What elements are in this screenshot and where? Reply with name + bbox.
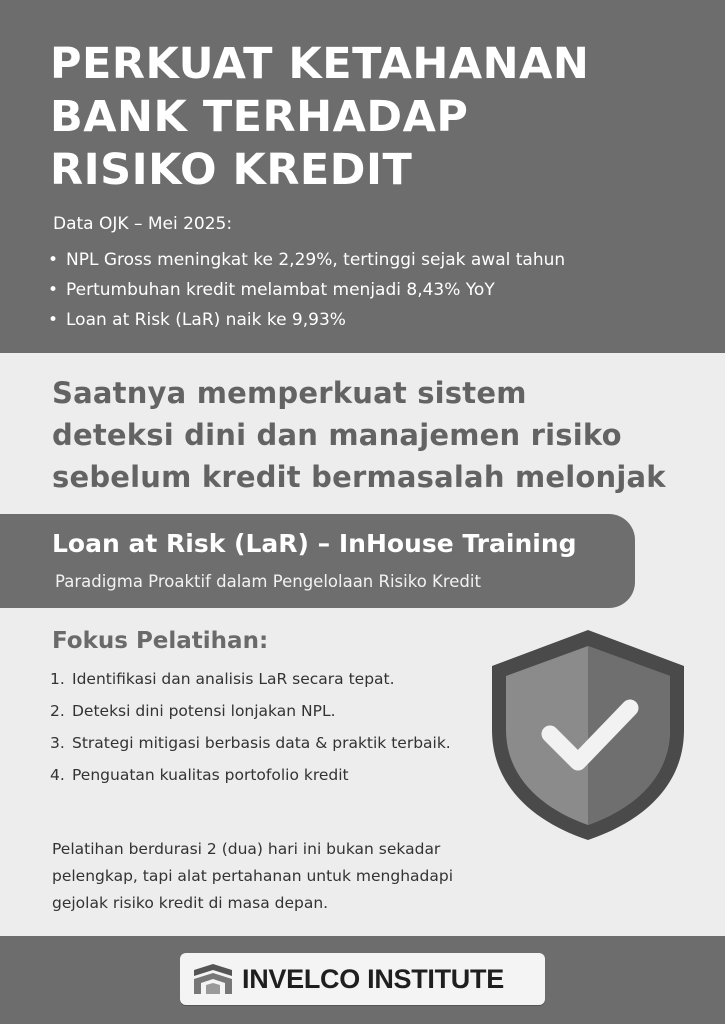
stat-item [48, 277, 565, 307]
cta-line: sebelum kredit bermasalah melonjak [52, 460, 666, 494]
call-to-action [52, 372, 666, 498]
focus-item [50, 731, 462, 755]
closing-line: pelengkap, tapi alat pertahanan untuk menghadapi [52, 867, 454, 885]
focus-title: Fokus Pelatihan: [52, 628, 269, 654]
cta-line: deteksi dini dan manajemen risiko [52, 418, 622, 452]
stat-text: NPL Gross meningkat ke 2,29%, tertinggi sejak awal tahun [66, 250, 566, 270]
focus-text: Identifikasi dan analisis LaR secara tepat. [72, 670, 395, 688]
headline-line: BANK TERHADAP [50, 92, 469, 142]
training-title: Loan at Risk (LaR) – InHouse Training [52, 529, 577, 558]
bullet: • [48, 250, 59, 270]
focus-item [50, 667, 512, 691]
data-source-label: Data OJK – Mei 2025: [53, 214, 233, 234]
closing-line: gejolak risiko kredit di masa depan. [52, 894, 329, 912]
stat-text: Loan at Risk (LaR) naik ke 9,93% [66, 310, 346, 330]
stat-item [48, 307, 565, 337]
stat-text: Pertumbuhan kredit melambat menjadi 8,43% YoY [66, 280, 495, 300]
headline-line: RISIKO KREDIT [50, 145, 413, 195]
stats-list [48, 247, 565, 337]
closing-paragraph [52, 836, 502, 917]
training-banner [0, 514, 635, 608]
focus-item [50, 699, 512, 723]
focus-text: Penguatan kualitas portofolio kredit [72, 766, 349, 784]
brand-name: INVELCO INSTITUTE [242, 964, 504, 994]
focus-text: Strategi mitigasi berbasis data & praktik terbaik. [72, 734, 451, 752]
focus-number: 4. [50, 766, 65, 784]
closing-line: Pelatihan berdurasi 2 (dua) hari ini bukan sekadar [52, 840, 441, 858]
footer-band [0, 936, 725, 1024]
bullet: • [48, 280, 59, 300]
focus-list [50, 667, 512, 795]
bullet: • [48, 310, 59, 330]
cta-line: Saatnya memperkuat sistem [52, 376, 527, 410]
shield-check-icon [486, 626, 690, 844]
stat-item [48, 247, 565, 277]
focus-item [50, 763, 512, 787]
header-band [0, 0, 725, 353]
headline-line: PERKUAT KETAHANAN [50, 39, 590, 89]
training-subtitle: Paradigma Proaktif dalam Pengelolaan Risiko Kredit [55, 572, 481, 591]
headline [50, 38, 690, 197]
focus-number: 3. [50, 734, 65, 752]
invelco-logo-icon [192, 962, 234, 996]
focus-number: 1. [50, 670, 65, 688]
focus-text: Deteksi dini potensi lonjakan NPL. [72, 702, 336, 720]
brand-logo [180, 953, 545, 1005]
focus-number: 2. [50, 702, 65, 720]
